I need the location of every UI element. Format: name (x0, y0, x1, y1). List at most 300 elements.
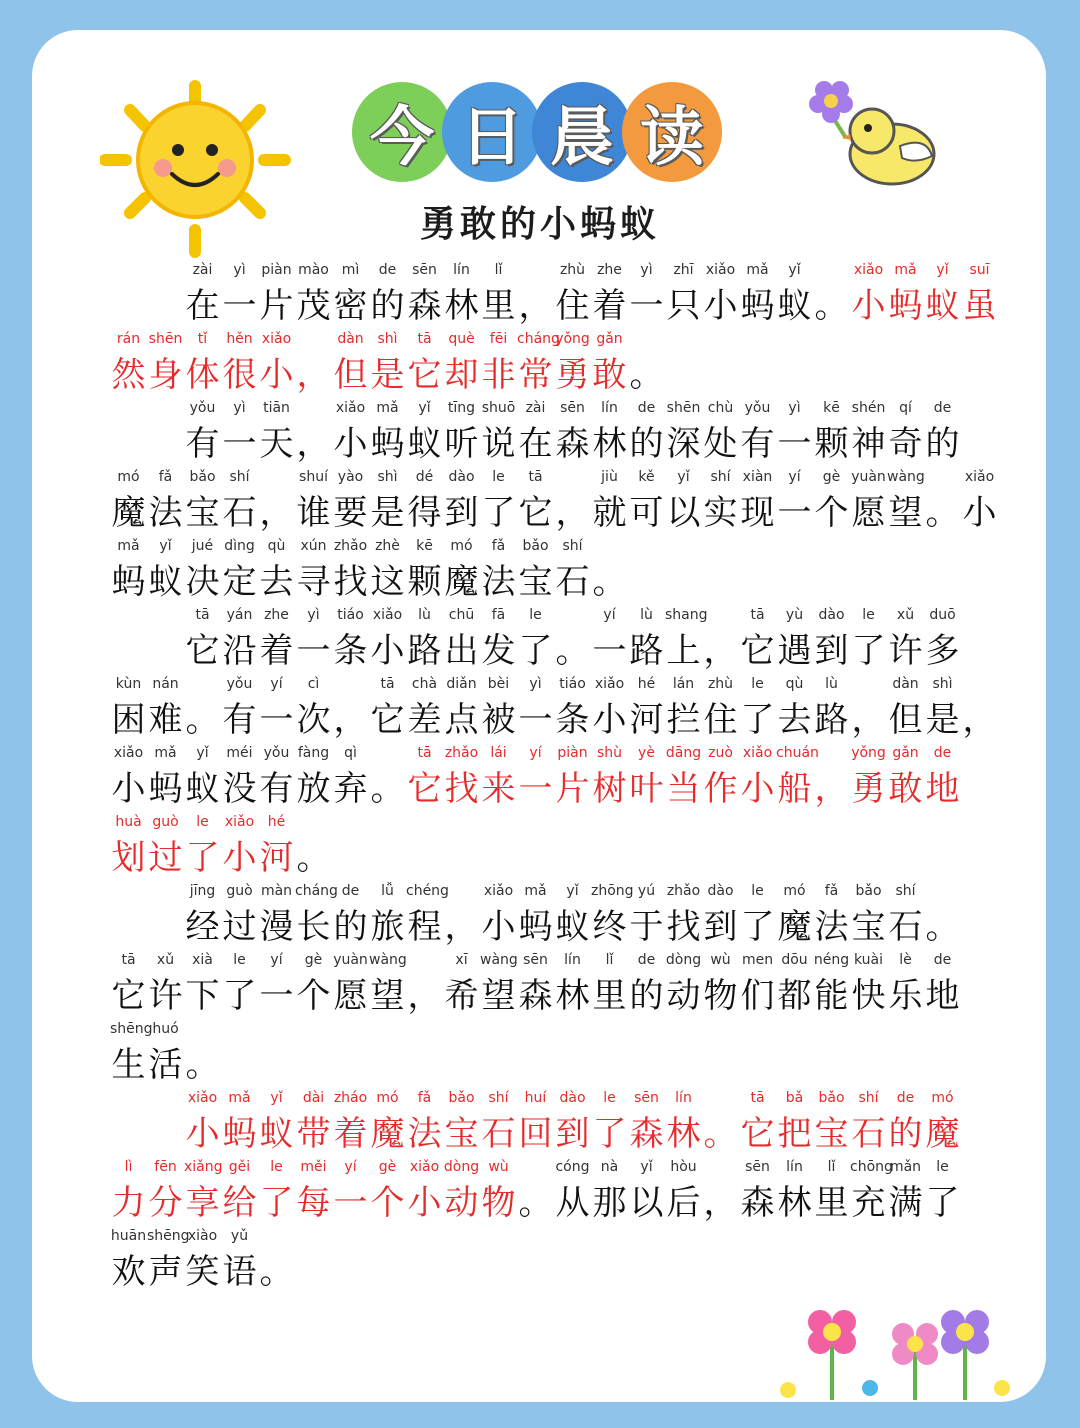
pinyin: xiǎng (184, 1159, 223, 1175)
hanzi: 着 (259, 631, 294, 671)
pinyin: mó (117, 469, 140, 485)
pinyin: méi (226, 745, 253, 761)
pinyin: què (448, 331, 475, 347)
hanzi: 蚂 (111, 562, 146, 602)
pinyin: dòng (665, 952, 702, 968)
hanzi: 小 (259, 355, 294, 395)
pinyin: shì (377, 331, 398, 347)
pinyin: chù (707, 400, 734, 416)
story-title: 勇敢的小蚂蚁 (419, 203, 660, 245)
hanzi: 了 (518, 631, 553, 671)
hanzi: 了 (851, 631, 886, 671)
hanzi: 。 (370, 769, 405, 809)
hanzi: 旅 (370, 907, 405, 947)
hanzi: 宝 (814, 1114, 849, 1154)
pinyin: men (741, 952, 774, 968)
hanzi: 树 (592, 769, 627, 809)
hanzi: ， (259, 493, 294, 533)
hanzi: 充 (851, 1183, 886, 1223)
pinyin: mǎ (117, 538, 140, 554)
hanzi: 动 (666, 976, 701, 1016)
pinyin: kě (638, 469, 655, 485)
hanzi: 虽 (962, 286, 997, 326)
hanzi: ， (296, 355, 331, 395)
pinyin: chéng (406, 883, 449, 899)
hanzi: 出 (444, 631, 479, 671)
hanzi: 魔 (370, 1114, 405, 1154)
pinyin: tǐ (197, 331, 208, 347)
pinyin: shén (851, 400, 886, 416)
pinyin: lín (564, 952, 581, 968)
hanzi: 了 (925, 1183, 960, 1223)
pinyin: yǐ (270, 1090, 283, 1106)
hanzi: 森 (555, 424, 590, 464)
pinyin: shù (596, 745, 623, 761)
pinyin: tā (417, 331, 432, 347)
pinyin: dài (302, 1090, 325, 1106)
hanzi: 林 (444, 286, 479, 326)
hanzi: 乐 (888, 976, 923, 1016)
hanzi: 森 (629, 1114, 664, 1154)
hanzi: 法 (407, 1114, 442, 1154)
pinyin: qì (344, 745, 357, 761)
hanzi: ， (518, 286, 553, 326)
hanzi: 找 (666, 907, 701, 947)
hanzi: 声 (148, 1252, 183, 1292)
pinyin: yì (788, 400, 801, 416)
hanzi: 宝 (518, 562, 553, 602)
pinyin: guò (226, 883, 253, 899)
hanzi: 到 (703, 907, 738, 947)
hanzi: 能 (814, 976, 849, 1016)
pinyin: gè (822, 469, 841, 485)
hanzi: 听 (444, 424, 479, 464)
pinyin: yǐ (677, 469, 690, 485)
pinyin: xiǎo (742, 745, 773, 761)
hanzi: 享 (185, 1183, 220, 1223)
hanzi: 。 (592, 562, 627, 602)
pinyin: yǒu (744, 400, 771, 416)
pinyin: lǚ (381, 883, 394, 899)
pinyin: wù (488, 1159, 509, 1175)
hanzi: 。 (925, 907, 960, 947)
hanzi: 没 (222, 769, 257, 809)
hanzi: 了 (481, 493, 516, 533)
hanzi: 奇 (888, 424, 923, 464)
hanzi: 要 (333, 493, 368, 533)
hanzi: 。 (185, 700, 220, 740)
hanzi: 活 (148, 1045, 183, 1085)
hanzi: 的 (925, 424, 960, 464)
hanzi: 小 (481, 907, 516, 947)
hanzi: 蚂 (740, 286, 775, 326)
pinyin: lán (672, 676, 695, 692)
hanzi: 小 (703, 286, 738, 326)
pinyin: zhù (559, 262, 586, 278)
hanzi: 的 (629, 424, 664, 464)
pinyin: dé (415, 469, 434, 485)
pinyin: gǎn (892, 745, 919, 761)
pinyin: yì (640, 262, 653, 278)
pinyin: gè (378, 1159, 397, 1175)
pinyin: huà (115, 814, 142, 830)
hanzi: 石 (222, 493, 257, 533)
pinyin: cháng (295, 883, 338, 899)
hanzi: 路 (814, 700, 849, 740)
pinyin: huí (524, 1090, 547, 1106)
hanzi: ， (814, 769, 849, 809)
pinyin: yǐ (159, 538, 172, 554)
pinyin: màn (260, 883, 293, 899)
banner-char: 读 (622, 82, 722, 182)
pinyin: yǐ (936, 262, 949, 278)
hanzi: 点 (444, 700, 479, 740)
pinyin: xià (192, 952, 213, 968)
pinyin: yù (785, 607, 804, 623)
pinyin: xiǎo (409, 1159, 440, 1175)
hanzi: 密 (333, 286, 368, 326)
banner-char: 晨 (532, 82, 632, 182)
pinyin: le (492, 469, 505, 485)
hanzi: 它 (111, 976, 146, 1016)
hanzi: 于 (629, 907, 664, 947)
hanzi: 只 (666, 286, 701, 326)
pinyin: yí (529, 745, 542, 761)
hanzi: ， (444, 907, 479, 947)
pinyin: qù (267, 538, 286, 554)
hanzi: 条 (555, 700, 590, 740)
hanzi: 弃 (333, 769, 368, 809)
hanzi: 物 (703, 976, 738, 1016)
hanzi: 上 (666, 631, 701, 671)
hanzi: 小 (111, 769, 146, 809)
hanzi: 小 (962, 493, 997, 533)
pinyin: tiáo (337, 607, 364, 623)
hanzi: 体 (185, 355, 220, 395)
hanzi: 蚂 (888, 286, 923, 326)
pinyin: lǐ (827, 1159, 836, 1175)
hanzi: 程 (407, 907, 442, 947)
pinyin: xún (300, 538, 327, 554)
hanzi: 到 (814, 631, 849, 671)
hanzi: 沿 (222, 631, 257, 671)
hanzi: 都 (777, 976, 812, 1016)
pinyin: lè (899, 952, 912, 968)
pinyin: dàn (337, 331, 364, 347)
hanzi: 但 (333, 355, 368, 395)
hanzi: 决 (185, 562, 220, 602)
hanzi: 语 (222, 1252, 257, 1292)
hanzi: 它 (740, 1114, 775, 1154)
pinyin: dàn (892, 676, 919, 692)
hanzi: 。 (259, 1252, 294, 1292)
pinyin: yǐ (196, 745, 209, 761)
pinyin: zhǎo (444, 745, 479, 761)
hanzi: 的 (333, 907, 368, 947)
pinyin: yè (638, 745, 655, 761)
pinyin: lín (453, 262, 470, 278)
pinyin: shí (562, 538, 583, 554)
pinyin: jué (191, 538, 214, 554)
hanzi: 蚁 (407, 424, 442, 464)
pinyin: yí (344, 1159, 357, 1175)
pinyin: huó (152, 1021, 179, 1037)
pinyin: zài (525, 400, 546, 416)
hanzi: 住 (555, 286, 590, 326)
hanzi: 却 (444, 355, 479, 395)
hanzi: 一 (777, 493, 812, 533)
pinyin: xǔ (156, 952, 175, 968)
banner (352, 82, 732, 182)
pinyin: mì (341, 262, 360, 278)
hanzi: 非 (481, 355, 516, 395)
hanzi: 力 (111, 1183, 146, 1223)
hanzi: 小 (592, 700, 627, 740)
hanzi: 动 (444, 1183, 479, 1223)
pinyin: shí (710, 469, 731, 485)
hanzi: 的 (370, 286, 405, 326)
pinyin: mǎ (376, 400, 399, 416)
pinyin: tā (417, 745, 432, 761)
pinyin: le (862, 607, 875, 623)
hanzi: 小 (851, 286, 886, 326)
hanzi: 宝 (444, 1114, 479, 1154)
pinyin: nán (152, 676, 179, 692)
hanzi: 是 (370, 493, 405, 533)
hanzi: 以 (666, 493, 701, 533)
pinyin: yì (233, 262, 246, 278)
pinyin: kē (416, 538, 433, 554)
hanzi: 每 (296, 1183, 331, 1223)
hanzi: 蚂 (148, 769, 183, 809)
pinyin: de (933, 745, 952, 761)
pinyin: yí (270, 952, 283, 968)
pinyin: dìng (224, 538, 255, 554)
hanzi: 法 (481, 562, 516, 602)
pinyin: shēn (148, 331, 183, 347)
pinyin: yǐ (418, 400, 431, 416)
pinyin: hòu (670, 1159, 697, 1175)
pinyin: de (933, 400, 952, 416)
hanzi: 森 (518, 976, 553, 1016)
pinyin: fǎ (824, 883, 839, 899)
pinyin: lín (675, 1090, 692, 1106)
pinyin: de (896, 1090, 915, 1106)
hanzi: 一 (222, 424, 257, 464)
hanzi: 找 (444, 769, 479, 809)
hanzi: 过 (148, 838, 183, 878)
pinyin: yí (270, 676, 283, 692)
pinyin: tā (121, 952, 136, 968)
hanzi: 发 (481, 631, 516, 671)
hanzi: 着 (592, 286, 627, 326)
pinyin: dào (448, 469, 475, 485)
pinyin: sēn (745, 1159, 770, 1175)
hanzi: 它 (740, 631, 775, 671)
flowers-icon (770, 1300, 1020, 1410)
pinyin: yú (637, 883, 656, 899)
pinyin: diǎn (446, 676, 477, 692)
pinyin: mó (783, 883, 806, 899)
pinyin: fēn (154, 1159, 177, 1175)
hanzi: 欢 (111, 1252, 146, 1292)
pinyin: tā (195, 607, 210, 623)
hanzi: 法 (814, 907, 849, 947)
hanzi: 望 (481, 976, 516, 1016)
hanzi: 宝 (851, 907, 886, 947)
hanzi: ， (407, 976, 442, 1016)
hanzi: 勇 (851, 769, 886, 809)
hanzi: 的 (888, 1114, 923, 1154)
hanzi: 许 (888, 631, 923, 671)
pinyin: le (751, 676, 764, 692)
hanzi: 被 (481, 700, 516, 740)
hanzi: 魔 (111, 493, 146, 533)
hanzi: 。 (814, 286, 849, 326)
pinyin: mó (450, 538, 473, 554)
hanzi: 可 (629, 493, 664, 533)
hanzi: 身 (148, 355, 183, 395)
hanzi: 蚁 (259, 1114, 294, 1154)
pinyin: néng (813, 952, 850, 968)
hanzi: 小 (407, 1183, 442, 1223)
pinyin: dào (559, 1090, 586, 1106)
hanzi: 放 (296, 769, 331, 809)
hanzi: 它 (407, 769, 442, 809)
hanzi: 法 (148, 493, 183, 533)
pinyin: le (603, 1090, 616, 1106)
pinyin: dòng (443, 1159, 480, 1175)
hanzi: 蚁 (925, 286, 960, 326)
hanzi: 愿 (333, 976, 368, 1016)
hanzi: 有 (259, 769, 294, 809)
pinyin: yǒng (555, 331, 590, 347)
pinyin: hé (637, 676, 656, 692)
pinyin: piàn (557, 745, 588, 761)
pinyin: le (196, 814, 209, 830)
hanzi: 是 (925, 700, 960, 740)
pinyin: hěn (226, 331, 253, 347)
pinyin: lái (490, 745, 507, 761)
hanzi: 颗 (814, 424, 849, 464)
pinyin: xiǎo (853, 262, 884, 278)
pinyin: yuàn (851, 469, 886, 485)
pinyin: shí (895, 883, 916, 899)
hanzi: 林 (555, 976, 590, 1016)
pinyin: cóng (555, 1159, 590, 1175)
hanzi: 勇 (555, 355, 590, 395)
pinyin: jiù (601, 469, 618, 485)
hanzi: 一 (333, 1183, 368, 1223)
hanzi: 许 (148, 976, 183, 1016)
pinyin: bǎo (522, 538, 549, 554)
hanzi: 后 (666, 1183, 701, 1223)
hanzi: 叶 (629, 769, 664, 809)
pinyin: dào (818, 607, 845, 623)
pinyin: zài (192, 262, 213, 278)
hanzi: 魔 (925, 1114, 960, 1154)
pinyin: shuí (299, 469, 328, 485)
pinyin: le (529, 607, 542, 623)
hanzi: 宝 (185, 493, 220, 533)
pinyin: yuàn (333, 952, 368, 968)
pinyin: dào (707, 883, 734, 899)
hanzi: 茂 (296, 286, 331, 326)
pinyin: tā (750, 607, 765, 623)
hanzi: 。 (629, 355, 664, 395)
hanzi: 经 (185, 907, 220, 947)
hanzi: 蚂 (518, 907, 553, 947)
hanzi: 石 (888, 907, 923, 947)
hanzi: 得 (407, 493, 442, 533)
pinyin: qí (899, 400, 912, 416)
pinyin: yí (603, 607, 616, 623)
pinyin: wàng (480, 952, 518, 968)
pinyin: mǎ (894, 262, 917, 278)
pinyin: xī (455, 952, 468, 968)
pinyin: shì (932, 676, 953, 692)
hanzi: 了 (222, 976, 257, 1016)
hanzi: 找 (333, 562, 368, 602)
pinyin: sēn (412, 262, 437, 278)
hanzi: 个 (296, 976, 331, 1016)
hanzi: 划 (111, 838, 146, 878)
hanzi: 里 (814, 1183, 849, 1223)
hanzi: 小 (370, 631, 405, 671)
hanzi: 次 (296, 700, 331, 740)
hanzi: 寻 (296, 562, 331, 602)
hanzi: 在 (185, 286, 220, 326)
pinyin: mǎ (746, 262, 769, 278)
pinyin: yào (337, 469, 364, 485)
hanzi: 下 (185, 976, 220, 1016)
hanzi: 有 (185, 424, 220, 464)
pinyin: suī (969, 262, 990, 278)
pinyin: de (933, 952, 952, 968)
hanzi: 了 (185, 838, 220, 878)
pinyin: zhǎo (333, 538, 368, 554)
hanzi: 作 (703, 769, 738, 809)
pinyin: xiǎo (594, 676, 625, 692)
pinyin: de (378, 262, 397, 278)
hanzi: ， (333, 700, 368, 740)
pinyin: lì (124, 1159, 133, 1175)
hanzi: 分 (148, 1183, 183, 1223)
hanzi: 终 (592, 907, 627, 947)
pinyin: xiǎo (261, 331, 292, 347)
hanzi: 现 (740, 493, 775, 533)
hanzi: 多 (925, 631, 960, 671)
hanzi: 了 (592, 1114, 627, 1154)
hanzi: 深 (666, 424, 701, 464)
pinyin: xǔ (896, 607, 915, 623)
hanzi: 地 (925, 769, 960, 809)
pinyin: duō (929, 607, 956, 623)
pinyin: mó (931, 1090, 954, 1106)
pinyin: le (936, 1159, 949, 1175)
pinyin: de (341, 883, 360, 899)
pinyin: rán (116, 331, 141, 347)
pinyin: tiáo (559, 676, 586, 692)
hanzi: 拦 (666, 700, 701, 740)
pinyin: le (270, 1159, 283, 1175)
hanzi: 了 (259, 1183, 294, 1223)
pinyin: de (637, 400, 656, 416)
hanzi: 们 (740, 976, 775, 1016)
hanzi: 小 (740, 769, 775, 809)
hanzi: ， (962, 700, 997, 740)
pinyin: lù (640, 607, 653, 623)
